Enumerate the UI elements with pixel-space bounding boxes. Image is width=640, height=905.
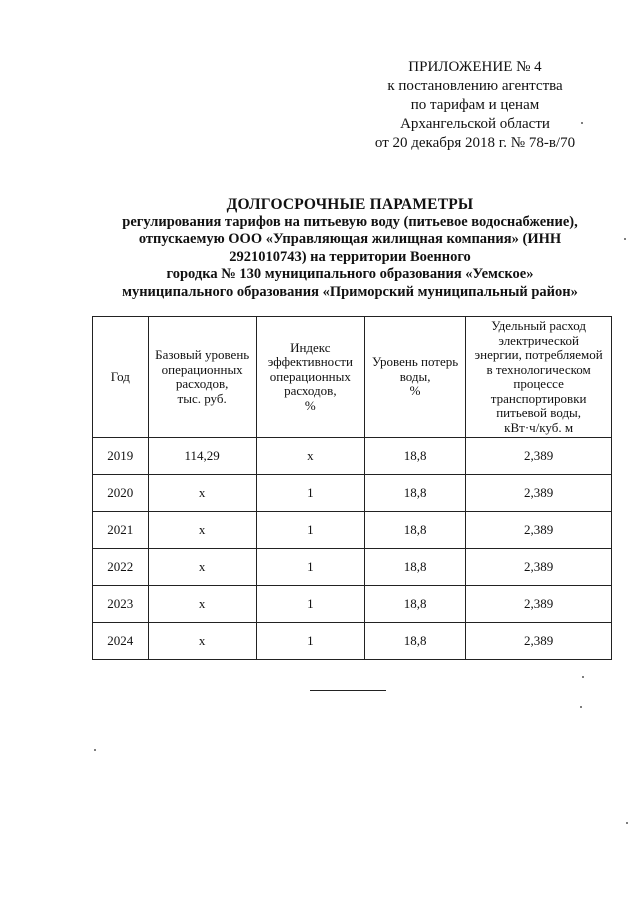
cell-water-loss: 18,8 <box>364 586 465 623</box>
header-line: операционных <box>161 361 243 377</box>
cell-base-opex: х <box>148 512 256 549</box>
closing-divider <box>310 690 386 691</box>
appendix-line: по тарифам и ценам <box>410 97 540 113</box>
table-row <box>93 475 612 512</box>
title-line: муниципального образования «Приморский муниципальный район» <box>122 283 578 300</box>
header-line: кВт·ч/куб. м <box>504 419 574 435</box>
scan-speck <box>581 122 583 124</box>
cell-year: 2021 <box>93 512 149 549</box>
header-line: Год <box>110 368 130 384</box>
scan-speck <box>94 749 96 751</box>
cell-year: 2020 <box>93 475 149 512</box>
cell-water-loss: 18,8 <box>364 623 465 660</box>
header-line: воды, <box>399 368 431 384</box>
header-line: тыс. руб. <box>177 390 227 406</box>
cell-water-loss: 18,8 <box>364 512 465 549</box>
cell-efficiency-index: 1 <box>256 512 364 549</box>
cell-base-opex: х <box>148 475 256 512</box>
appendix-line: к постановлению агентства <box>387 78 563 94</box>
cell-water-loss: 18,8 <box>364 475 465 512</box>
title-line: отпускаемую ООО «Управляющая жилищная компания» (ИНН <box>138 231 562 247</box>
main-title: ДОЛГОСРОЧНЫЕ ПАРАМЕТРЫ <box>226 196 474 213</box>
header-line: эффективности <box>267 354 353 370</box>
header-line: операционных <box>269 368 351 384</box>
cell-efficiency-index: 1 <box>256 475 364 512</box>
header-line: % <box>304 397 316 413</box>
cell-year: 2022 <box>93 549 149 586</box>
appendix-line: ПРИЛОЖЕНИЕ № 4 <box>408 59 542 75</box>
header-line: Индекс <box>290 339 331 355</box>
cell-energy: 2,389 <box>466 512 612 549</box>
header-efficiency-index <box>256 317 364 438</box>
cell-base-opex: х <box>148 586 256 623</box>
header-energy-consumption <box>466 317 612 438</box>
table-body <box>93 438 612 660</box>
header-line: % <box>409 383 421 399</box>
header-line: в технологическом <box>486 361 591 377</box>
table-row <box>93 586 612 623</box>
cell-energy: 2,389 <box>466 549 612 586</box>
header-line: расходов, <box>175 376 229 391</box>
cell-efficiency-index: 1 <box>256 623 364 660</box>
cell-efficiency-index: 1 <box>256 586 364 623</box>
scan-speck <box>580 706 582 708</box>
scan-speck <box>626 822 628 824</box>
appendix-header <box>330 58 620 153</box>
header-line: транспортировки <box>490 390 587 406</box>
cell-efficiency-index: 1 <box>256 549 364 586</box>
document-title <box>90 196 610 301</box>
header-line: Базовый уровень <box>155 347 250 362</box>
title-line: регулирования тарифов на питьевую воду (питьевое водоснабжение), <box>122 213 578 230</box>
header-line: питьевой воды, <box>496 405 582 420</box>
header-line: Удельный расход <box>491 318 586 333</box>
table-row <box>93 512 612 549</box>
cell-energy: 2,389 <box>466 438 612 475</box>
table-row <box>93 438 612 475</box>
header-water-loss <box>364 317 465 438</box>
table-row <box>93 549 612 586</box>
cell-energy: 2,389 <box>466 475 612 512</box>
table-row <box>93 623 612 660</box>
header-line: энергии, потребляемой <box>474 347 603 362</box>
header-line: электрической <box>498 332 579 348</box>
header-year <box>93 317 149 438</box>
table-header-row <box>93 317 612 438</box>
cell-base-opex: х <box>148 549 256 586</box>
cell-efficiency-index: х <box>256 438 364 475</box>
cell-base-opex: х <box>148 623 256 660</box>
cell-water-loss: 18,8 <box>364 549 465 586</box>
cell-year: 2019 <box>93 438 149 475</box>
appendix-line: Архангельской области <box>400 116 550 132</box>
header-line: Уровень потерь <box>371 354 459 370</box>
parameters-table <box>92 316 612 660</box>
scan-speck <box>624 238 626 240</box>
title-line: городка № 130 муниципального образования «Уемское» <box>166 266 534 282</box>
header-line: расходов, <box>284 383 337 399</box>
cell-year: 2024 <box>93 623 149 660</box>
appendix-line: от 20 декабря 2018 г. № 78-в/70 <box>374 135 576 151</box>
scan-speck <box>582 676 584 678</box>
title-line: 2921010743) на территории Военного <box>229 248 471 265</box>
header-line: процессе <box>513 376 564 391</box>
cell-energy: 2,389 <box>466 623 612 660</box>
cell-year: 2023 <box>93 586 149 623</box>
cell-water-loss: 18,8 <box>364 438 465 475</box>
header-base-opex <box>148 317 256 438</box>
cell-base-opex: 114,29 <box>148 438 256 475</box>
cell-energy: 2,389 <box>466 586 612 623</box>
